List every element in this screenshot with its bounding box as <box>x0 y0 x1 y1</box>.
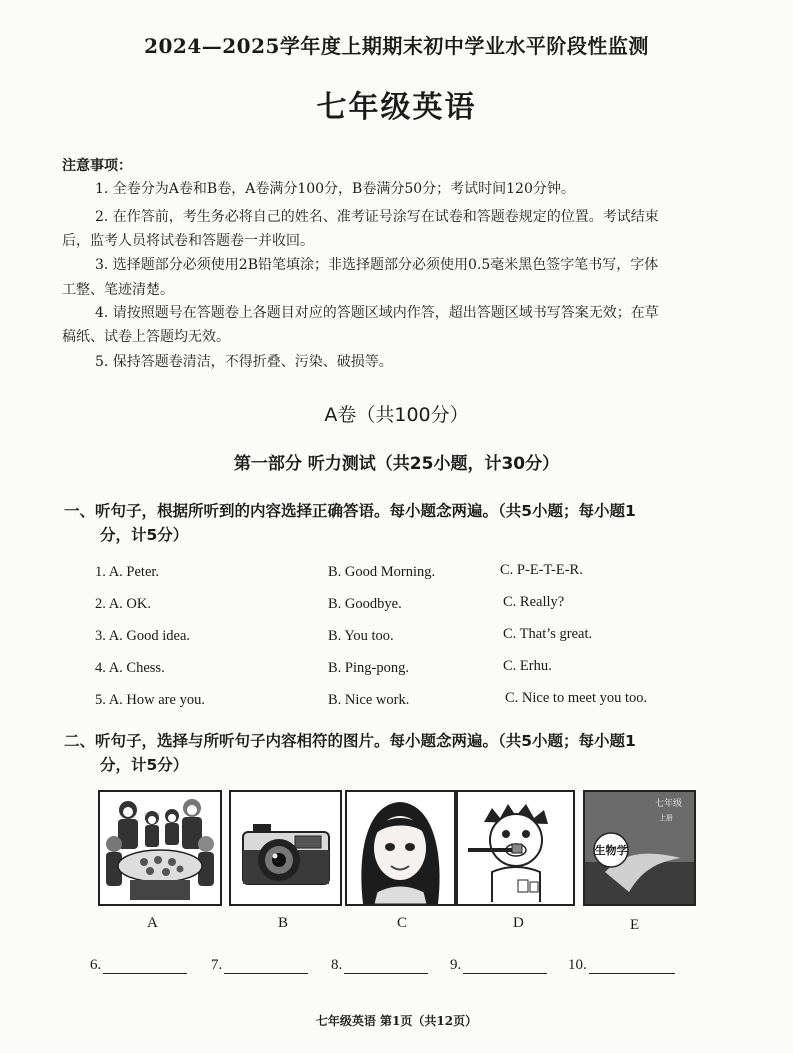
picture-b-camera <box>229 790 342 906</box>
q2-option-b: B. Goodbye. <box>328 596 402 612</box>
q2-option-c: C. Really? <box>503 594 565 610</box>
answer-blank-10[interactable] <box>568 957 675 974</box>
answer-line[interactable] <box>344 959 428 974</box>
answer-line[interactable] <box>224 959 308 974</box>
volume-title: A卷（共100分） <box>324 404 469 426</box>
section-2-instruction: 二、听句子，选择与所听句子内容相符的图片。每小题念两遍。（共5小题；每小题1 <box>64 732 636 750</box>
book-grade-text: 七年级 <box>655 799 683 809</box>
notes-heading: 注意事项： <box>62 158 132 174</box>
note-4-line-1: 4. 请按照题号在答题卷上各题目对应的答题区域内作答，超出答题区域书写答案无效；在草 <box>95 305 659 321</box>
answer-line[interactable] <box>103 959 187 974</box>
note-3-line-2: 工整、笔迹清楚。 <box>62 282 174 298</box>
note-2-line-2: 后，监考人员将试卷和答题卷一并收回。 <box>62 233 314 249</box>
answer-blank-7-number: 7. <box>211 957 223 973</box>
picture-label-a: A <box>147 915 158 931</box>
note-5: 5. 保持答题卷清洁，不得折叠、污染、破损等。 <box>95 354 393 370</box>
q3-option-b: B. You too. <box>328 628 394 644</box>
note-3-line-1: 3. 选择题部分必须使用2B铅笔填涂；非选择题部分必须使用0.5毫米黑色签字笔书写，字体 <box>95 257 659 273</box>
picture-label-d: D <box>513 915 524 931</box>
q4-option-b: B. Ping-pong. <box>328 660 409 676</box>
note-2-line-1: 2. 在作答前，考生务必将自己的姓名、准考证号涂写在试卷和答题卷规定的位置。考试结束 <box>95 209 659 225</box>
q3-option-a: 3. A. Good idea. <box>95 628 191 644</box>
answer-blank-9-number: 9. <box>450 957 462 973</box>
answer-blank-8[interactable] <box>331 957 428 974</box>
section-1-instruction: 一、听句子，根据所听到的内容选择正确答语。每小题念两遍。（共5小题；每小题1 <box>64 502 636 520</box>
q4-option-a: 4. A. Chess. <box>95 660 165 676</box>
girl-illustration <box>347 792 454 904</box>
answer-blank-9[interactable] <box>450 957 547 974</box>
picture-e-biology-book <box>583 790 696 906</box>
camera-illustration <box>231 792 340 904</box>
book-subject-badge: 生物学 <box>594 844 628 857</box>
q5-option-a: 5. A. How are you. <box>95 692 205 708</box>
answer-blank-7[interactable] <box>211 957 308 974</box>
q3-option-c: C. That’s great. <box>503 626 593 642</box>
answer-blank-6[interactable] <box>90 957 187 974</box>
family-dinner-illustration <box>100 792 220 904</box>
answer-blank-8-number: 8. <box>331 957 343 973</box>
answer-line[interactable] <box>589 959 675 974</box>
picture-c-girl <box>345 790 456 906</box>
book-volume-text: 上册 <box>659 814 673 822</box>
answer-blank-10-number: 10. <box>568 957 587 973</box>
boy-brushing-illustration <box>458 792 573 904</box>
answer-line[interactable] <box>463 959 547 974</box>
section-1-instruction-cont: 分，计5分） <box>100 526 189 544</box>
q1-option-b: B. Good Morning. <box>328 564 436 580</box>
part-title: 第一部分 听力测试（共25小题，计30分） <box>233 454 560 474</box>
biology-book-illustration <box>585 792 694 904</box>
exam-title: 2024—2025学年度上期期末初中学业水平阶段性监测 <box>144 34 649 58</box>
section-2-instruction-cont: 分，计5分） <box>100 756 189 774</box>
picture-a-family-dinner <box>98 790 222 906</box>
picture-label-e: E <box>630 917 640 933</box>
q5-option-b: B. Nice work. <box>328 692 410 708</box>
q1-option-c: C. P-E-T-E-R. <box>500 562 583 578</box>
picture-d-boy-brushing-teeth <box>456 790 575 906</box>
picture-label-c: C <box>397 915 408 931</box>
q4-option-c: C. Erhu. <box>503 658 552 674</box>
subject-title: 七年级英语 <box>316 90 477 125</box>
page-footer: 七年级英语 第1页（共12页） <box>315 1014 478 1028</box>
q5-option-c: C. Nice to meet you too. <box>505 690 648 706</box>
q1-option-a: 1. A. Peter. <box>95 564 160 580</box>
q2-option-a: 2. A. OK. <box>95 596 151 612</box>
note-4-line-2: 稿纸、试卷上答题均无效。 <box>62 329 230 345</box>
answer-blank-6-number: 6. <box>90 957 102 973</box>
note-1: 1. 全卷分为A卷和B卷，A卷满分100分，B卷满分50分；考试时间120分钟。 <box>95 181 575 197</box>
picture-label-b: B <box>278 915 289 931</box>
